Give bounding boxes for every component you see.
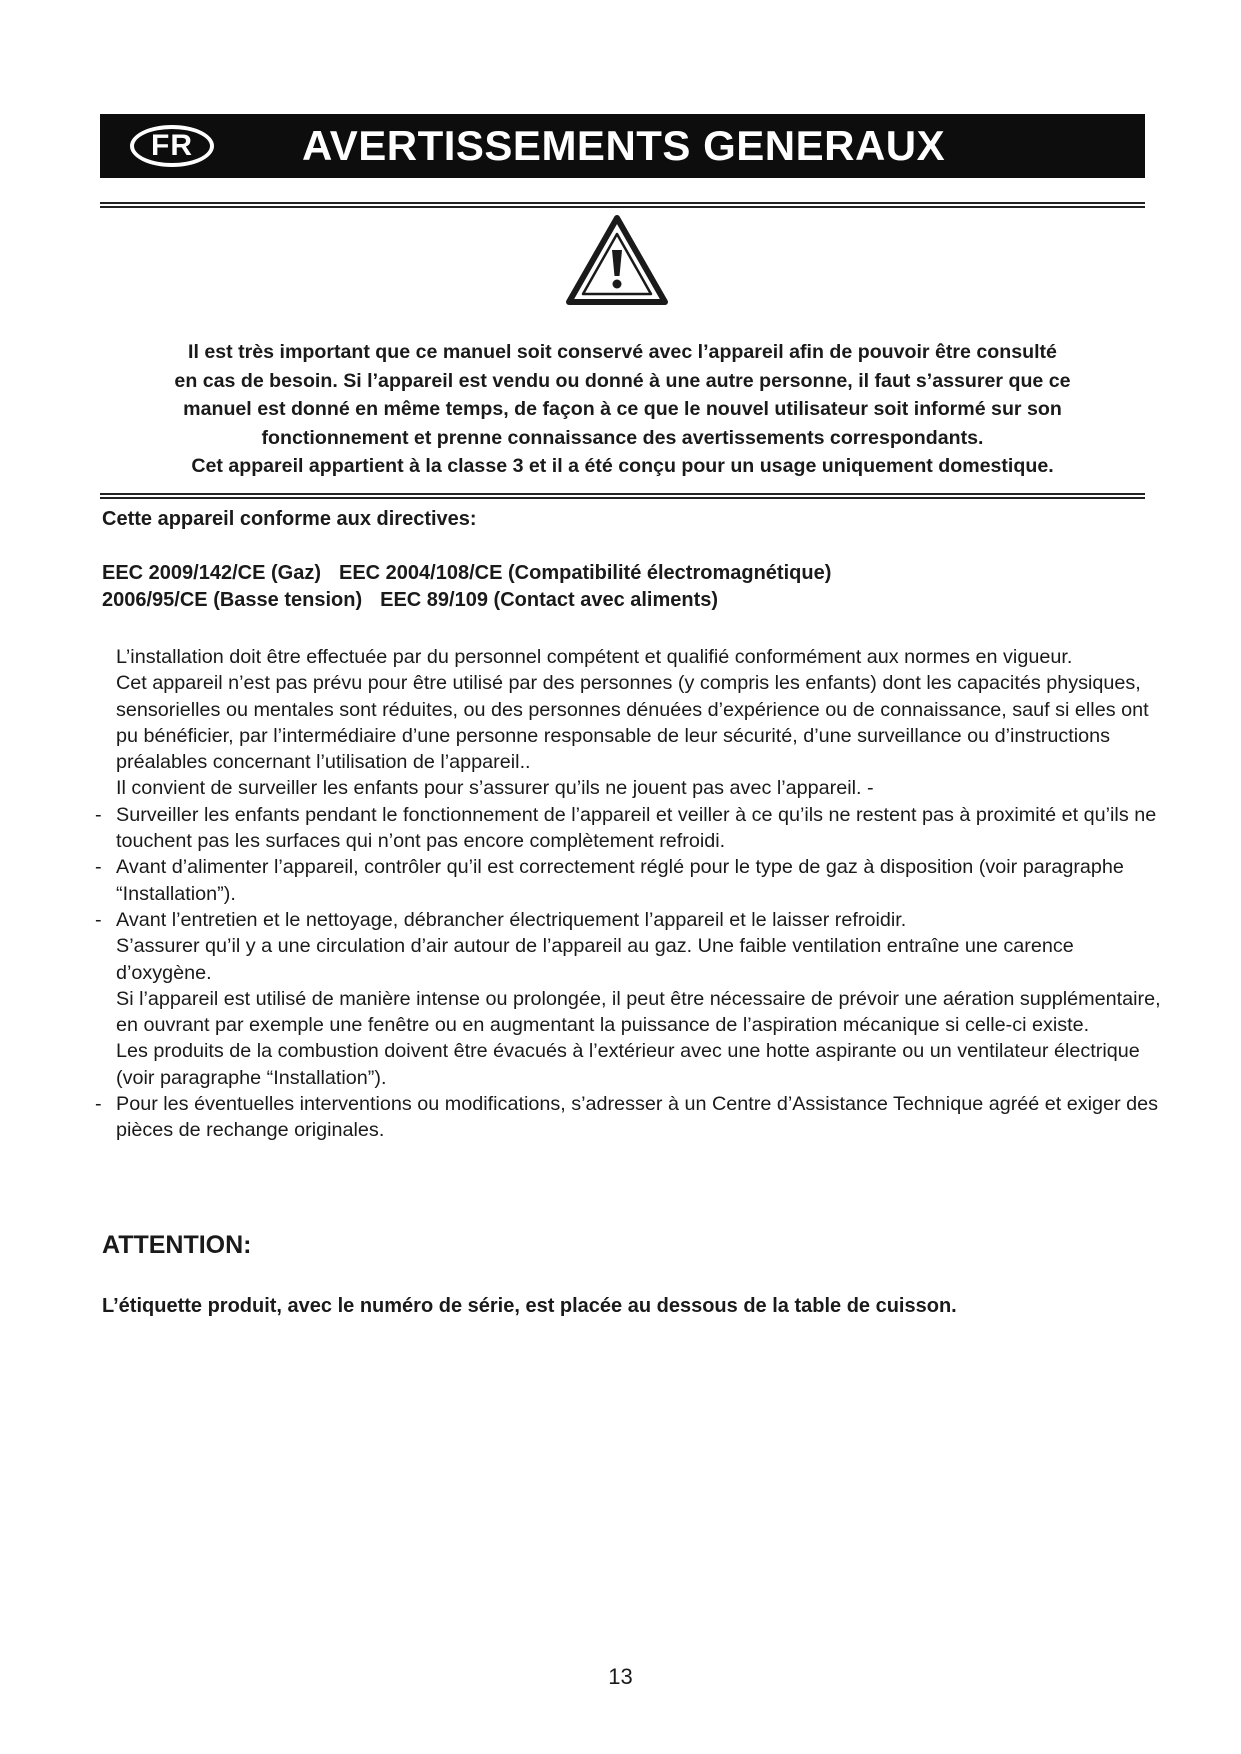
language-badge: FR [130, 125, 214, 167]
list-dash: - [95, 856, 102, 879]
list-item-text: S’assurer qu’il y a une circulation d’air autour de l’appareil au gaz. Une faible ventilation entraîne une carence d’oxygène. [116, 935, 1074, 984]
list-item [95, 986, 1171, 1039]
intro-line: fonctionnement et prenne connaissance des avertissements correspondants. [261, 426, 984, 449]
intro-line: manuel est donné en même temps, de façon à ce que le nouvel utilisateur soit informé sur son [183, 398, 1062, 420]
list-item [95, 802, 1171, 855]
list-item [95, 1038, 1171, 1091]
directive-gas: EEC 2009/142/CE (Gaz) [102, 562, 321, 584]
divider-top [100, 202, 1145, 208]
intro-line: Cet appareil appartient à la classe 3 et il a été conçu pour un usage uniquement domestique. [191, 455, 1054, 477]
list-dash: - [95, 908, 102, 931]
list-item-text: Il convient de surveiller les enfants pour s’assurer qu’ils ne jouent pas avec l’appareil. - [116, 777, 874, 800]
warning-triangle-icon [565, 214, 669, 308]
list-item-text: L’installation doit être effectuée par du personnel compétent et qualifié conformément aux normes en vigueur. [116, 646, 1073, 668]
list-item-text: Avant l’entretien et le nettoyage, débrancher électriquement l’appareil et le laisser refroidir. [116, 908, 907, 931]
list-item-text: Si l’appareil est utilisé de manière intense ou prolongée, il peut être nécessaire de prévoir une aération supplémentaire, en ouvrant par exemple une fenêtre ou en augmentant la puissance de l’aspiration mécanique si celle-ci existe. [116, 987, 1161, 1037]
directives-list [102, 560, 831, 614]
list-item [95, 1091, 1171, 1144]
divider-middle [100, 493, 1145, 499]
list-item-text: Surveiller les enfants pendant le fonctionnement de l’appareil et veiller à ce qu’ils ne restent pas à proximité et qu’ils ne touchent pas les surfaces qui n’ont pas encore complètement refroidi. [116, 803, 1157, 853]
intro-line: en cas de besoin. Si l’appareil est vendu ou donné à une autre personne, il faut s’assurer que ce [174, 369, 1071, 392]
directive-low-voltage: 2006/95/CE (Basse tension) [102, 589, 363, 611]
directive-emc: EEC 2004/108/CE (Compatibilité électromagnétique) [339, 562, 832, 584]
list-dash: - [95, 803, 102, 826]
warnings-list [95, 644, 1185, 1144]
list-item [95, 670, 1171, 775]
list-dash: - [95, 1093, 102, 1116]
directives-title: Cette appareil conforme aux directives: [102, 508, 477, 530]
list-item-text: Les produits de la combustion doivent être évacués à l’extérieur avec une hotte aspirante ou un ventilateur électrique (voir paragraphe “Installation”). [116, 1040, 1140, 1089]
list-item-text: Cet appareil n’est pas prévu pour être utilisé par des personnes (y compris les enfants) dont les capacités physiques, sensorielles ou mentales sont réduites, ou des personnes dénuées d’expérience ou de connaissance, sauf si elles ont pu bénéficier, par l’intermédiaire d’une personne responsable de leur sécurité, d’une surveillance ou d’instructions préalables concernant l’utilisation de l’appareil.. [116, 672, 1149, 774]
list-item [95, 775, 1171, 801]
directive-food: EEC 89/109 (Contact avec aliments) [380, 589, 719, 611]
list-item [95, 907, 1171, 933]
list-item-text: Pour les éventuelles interventions ou modifications, s’adresser à un Centre d’Assistance Technique agréé et exiger des pièces de rechange originales. [116, 1093, 1159, 1142]
list-item [95, 933, 1171, 986]
attention-heading: ATTENTION: [102, 1231, 252, 1259]
list-item [95, 854, 1171, 907]
page-title: AVERTISSEMENTS GENERAUX [302, 122, 946, 169]
intro-notice [105, 338, 1140, 481]
list-item [95, 644, 1171, 670]
page-number: 13 [608, 1664, 633, 1689]
header-bar [100, 114, 1145, 178]
attention-note: L’étiquette produit, avec le numéro de série, est placée au dessous de la table de cuisson. [102, 1295, 957, 1317]
list-item-text: Avant d’alimenter l’appareil, contrôler qu’il est correctement réglé pour le type de gaz à disposition (voir paragraphe “Installation”). [116, 856, 1124, 905]
intro-line: Il est très important que ce manuel soit conservé avec l’appareil afin de pouvoir être consulté [188, 341, 1057, 363]
